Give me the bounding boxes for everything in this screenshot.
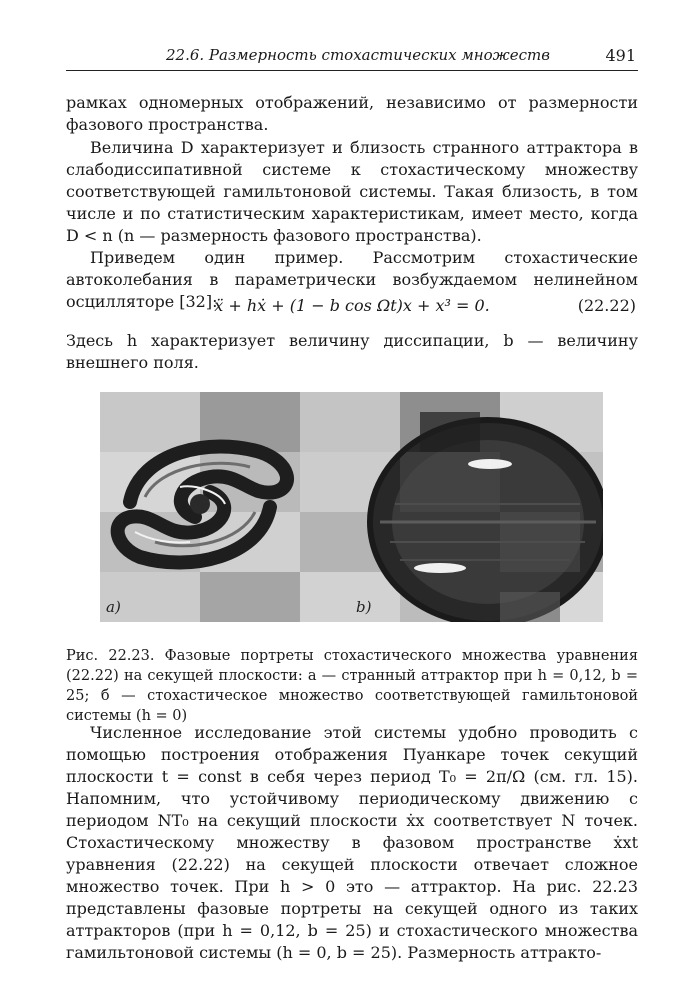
equation-formula: ẍ + hẋ + (1 − b cos Ωt)x + x³ = 0.: [214, 296, 490, 315]
paragraph-continuation: рамках одномерных отображений, независимо от размерности фазового пространства.: [66, 93, 638, 134]
figure-22-23: [100, 392, 603, 622]
paragraph-dimension-D: Величина D характеризует и близость странного аттрактора в слабодиссипативной системе к стохастическому множеству соответствующей гамильтоновой системы. Такая близость, в том числе и по статистическим характеристикам, имеет место, когда D < n (n — размерность фазового пространства).: [66, 138, 638, 245]
paragraph-parameters: Здесь h характеризует величину диссипации, b — величину внешнего поля.: [66, 331, 638, 372]
page-number: 491: [605, 46, 636, 65]
equation-number: (22.22): [577, 296, 636, 315]
figure-image: [100, 392, 603, 622]
running-header: [66, 46, 638, 70]
panel-label-b: b): [356, 598, 372, 616]
header-rule: [66, 70, 638, 71]
figure-caption: Рис. 22.23. Фазовые портреты стохастического множества уравнения (22.22) на секущей плоскости: а — странный аттрактор при h = 0,12, b = 25; б — стохастическое множество соответствующей гамильтоновой системы (h = 0): [66, 648, 638, 724]
section-title: 22.6. Размерность стохастических множеств: [166, 46, 550, 64]
equation-22-22: [66, 296, 638, 320]
panel-label-a: a): [106, 598, 121, 616]
paragraph-numerical-study: Численное исследование этой системы удобно проводить с помощью построения отображения Пуанкаре точек секущий плоскости t = const в себя через период T₀ = 2π/Ω (см. гл. 15). Напомним, что устойчивому периодическому движению с периодом NT₀ на секущий плоскости ẋx соответствует N точек. Стохастическому множеству в фазовом пространстве ẋxt уравнения (22.22) на секущей плоскости отвечает сложное множество точек. При h > 0 это — аттрактор. На рис. 22.23 представлены фазовые портреты на секущей одного из таких аттракторов (при h = 0,12, b = 25) и стохастического множества гамильтоновой системы (h = 0, b = 25). Размерность аттракто-: [66, 723, 638, 962]
paragraph-example: Приведем один пример. Рассмотрим стохастические автоколебания в параметрически возбуждаемом нелинейном осцилляторе [32]:: [66, 248, 638, 311]
